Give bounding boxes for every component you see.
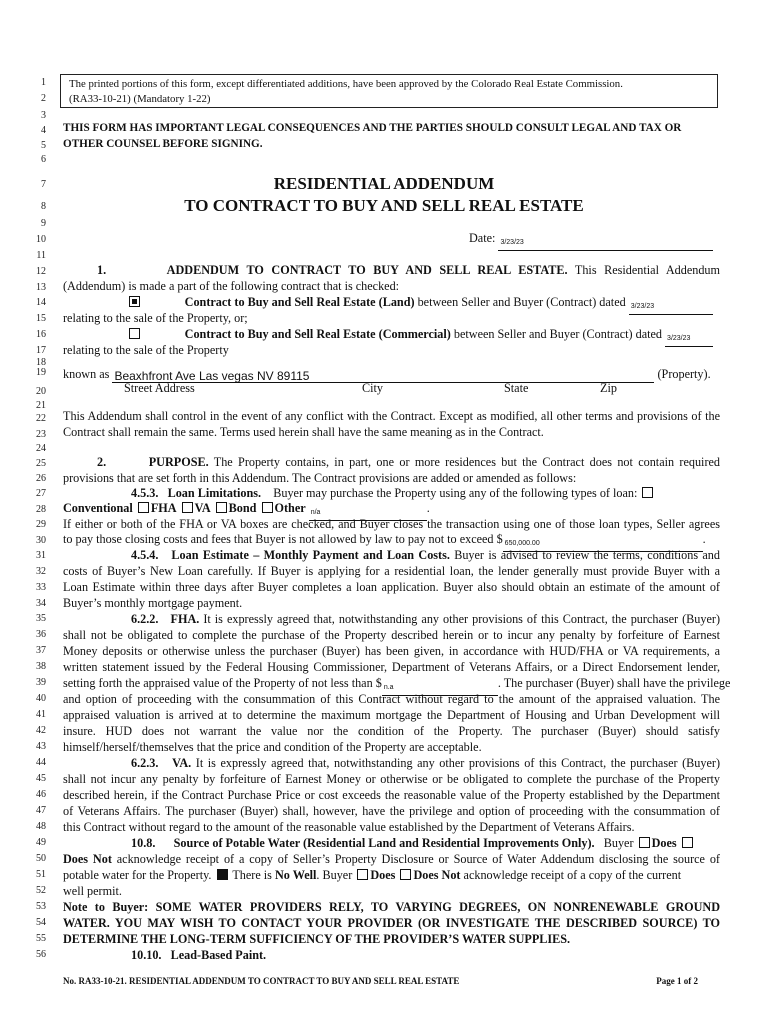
section-1-line17: relating to the sale of the Property (63, 343, 229, 357)
section-1-heading: ADDENDUM TO CONTRACT TO BUY AND SELL REAL ESTATE. (166, 263, 568, 277)
s623-line47: of Veterans Affairs. The purchaser (Buyer) shall, however, have the privilege and option of proceeding with the consummation of (63, 804, 720, 818)
s454-number: 4.5.4. (131, 548, 159, 562)
document-subtitle: TO CONTRACT TO BUY AND SELL REAL ESTATE (184, 196, 584, 215)
s108-number: 10.8. (131, 836, 156, 850)
line-number: 28 (36, 504, 46, 515)
s108-line50-text: acknowledge receipt of a copy of Seller’s Property Disclosure or Source of Water Addendum disclosing the source of (116, 852, 720, 866)
va-clause-row (63, 755, 720, 771)
s623-line45: shall not incur any penalty by forfeiture of Earnest Money or otherwise or be obligated to complete the purchase of the Property (63, 772, 720, 786)
s454-line33: Loan Estimate within three days after Buyer completes a loan application. Buyer also should obtain an estimate of the amount of (63, 580, 720, 594)
commercial-contract-date-field[interactable]: 3/23/23 (665, 334, 713, 347)
line-number: 41 (36, 709, 46, 720)
property-label: (Property). (657, 367, 711, 381)
line-number: 8 (41, 201, 46, 212)
land-contract-date-field[interactable]: 3/23/23 (629, 302, 713, 315)
note-line55: DETERMINE THE LONG-TERM SUFFICIENCY OF THE PROVIDER’S WATER SUPPLIES. (63, 932, 571, 946)
va-checkbox[interactable] (182, 502, 193, 513)
line-number: 3 (41, 110, 46, 121)
s623-number: 6.2.3. (131, 756, 159, 770)
city-label: City (362, 381, 383, 395)
line-number: 45 (36, 773, 46, 784)
line-number: 23 (36, 429, 46, 440)
s622-line39b: . The purchaser (Buyer) shall have the privilege (497, 676, 731, 690)
s623-line48: this Contract without regard to the amount of the reasonable value established by the Department of Veterans Affairs. (63, 820, 635, 834)
s108-line51c: acknowledge receipt of a copy of the current (463, 868, 682, 882)
legal-warning-line1: THIS FORM HAS IMPORTANT LEGAL CONSEQUENCES AND THE PARTIES SHOULD CONSULT LEGAL AND TAX OR (63, 122, 682, 134)
line-number: 26 (36, 473, 46, 484)
street-address-label: Street Address (124, 381, 195, 395)
line-number: 34 (36, 598, 46, 609)
line-number: 49 (36, 837, 46, 848)
line-number: 47 (36, 805, 46, 816)
control-line23: Contract shall remain the same. Terms used herein shall have the same meaning as in the Contract. (63, 425, 544, 439)
commercial-contract-label: Contract to Buy and Sell Real Estate (Commercial) (184, 327, 451, 341)
s623-line46: described herein, if the Contract Purchase Price or cost exceeds the reasonable value of the Property established by the Department (63, 788, 720, 802)
water-does-label: Does (651, 836, 677, 850)
date-field[interactable]: 3/23/23 (498, 238, 713, 251)
line-number: 25 (36, 458, 46, 469)
conventional-checkbox[interactable] (642, 487, 653, 498)
approval-notice-box (60, 74, 718, 108)
s108-heading: Source of Potable Water (Residential Land and Residential Improvements Only). (173, 836, 595, 850)
closing-cost-cap-field[interactable]: 650,000.00 (503, 539, 703, 552)
section-2-number: 2. (97, 455, 107, 469)
land-contract-text: between Seller and Buyer (Contract) dated (417, 295, 626, 309)
section-1-text: This Residential Addendum (574, 263, 721, 277)
there-is-label: There is (232, 868, 272, 882)
line-number: 24 (36, 443, 46, 454)
s108-line52: well permit. (63, 884, 122, 898)
line-number: 10 (36, 234, 46, 245)
s108-line50 (63, 851, 720, 867)
approval-notice-line1: The printed portions of this form, except differentiated additions, have been approved by the Colorado Real Estate Commission. (69, 78, 623, 90)
loan-types-row: Conventional FHA VA Bond Other n/a . (63, 500, 720, 521)
line-number: 53 (36, 901, 46, 912)
footer-page-number: Page 1 of 2 (656, 976, 698, 986)
permit-does-label: Does (370, 868, 396, 882)
s622-line42: insure. HUD does not warrant the value nor the condition of the Property. The purchaser (Buyer) should satisfy (63, 724, 720, 738)
s453-number: 4.5.3. (131, 486, 159, 500)
approval-notice-line2: (RA33-10-21) (Mandatory 1-22) (69, 93, 211, 105)
line-number: 37 (36, 645, 46, 656)
s623-line44: It is expressly agreed that, notwithstanding any other provisions of this Contract, the purchaser (Buyer) (195, 756, 721, 770)
s622-line37: Money deposits or otherwise unless the purchaser (Buyer) has been given, in accordance with HUD/FHA or VA requirements, a (63, 644, 720, 658)
other-label: Other (274, 501, 306, 515)
s622-line43: himself/herself/themselves that the price and condition of the Property are acceptable. (63, 740, 482, 754)
section-1-intro (63, 262, 720, 278)
line-number: 12 (36, 266, 46, 277)
line-number: 19 (36, 367, 46, 378)
zip-label: Zip (600, 381, 617, 395)
date-row (469, 230, 713, 251)
lead-paint-row (63, 947, 720, 963)
section-2-line26: provisions that are set forth in this Addendum. The Contract provisions are added or amended as follows: (63, 471, 577, 485)
line-number: 46 (36, 789, 46, 800)
footer-form-id: No. RA33-10-21. RESIDENTIAL ADDENDUM TO CONTRACT TO BUY AND SELL REAL ESTATE (63, 976, 460, 986)
other-checkbox[interactable] (262, 502, 273, 513)
water-does-checkbox[interactable] (639, 837, 650, 848)
line-number: 27 (36, 488, 46, 499)
line-number: 2 (41, 93, 46, 104)
line-number: 20 (36, 386, 46, 397)
line-number: 54 (36, 917, 46, 928)
s622-line36: shall not be obligated to complete the purchase of the Property described herein or to incur any penalty by forfeiture of Earnest (63, 628, 720, 642)
known-as-label: known as (63, 367, 110, 381)
s453-line30: to pay those closing costs and fees that Buyer is not allowed by law to pay not to exceed $ 650,000.00 . (63, 531, 720, 552)
fha-checkbox[interactable] (138, 502, 149, 513)
permit-does-checkbox[interactable] (357, 869, 368, 880)
permit-does-not-checkbox[interactable] (400, 869, 411, 880)
line-number: 44 (36, 757, 46, 768)
s622-line35: It is expressly agreed that, notwithstanding any other provisions of this Contract, the purchaser (Buyer) (203, 612, 721, 626)
line-number: 35 (36, 613, 46, 624)
s1010-heading: Lead-Based Paint. (170, 948, 267, 962)
land-contract-checkbox[interactable] (129, 296, 140, 307)
document-title: RESIDENTIAL ADDENDUM (273, 174, 495, 193)
line-number: 50 (36, 853, 46, 864)
va-label: VA (194, 501, 211, 515)
line-number: 16 (36, 329, 46, 340)
line-number: 32 (36, 566, 46, 577)
section-1-number: 1. (97, 263, 107, 277)
s622-line40: and option of proceeding with the consummation of this Contract without regard to the amount of the appraised valuation. The (63, 692, 720, 706)
note-line53: SOME WATER PROVIDERS RELY, TO VARYING DEGREES, ON NONRENEWABLE GROUND (155, 900, 720, 914)
legal-warning-line2: OTHER COUNSEL BEFORE SIGNING. (63, 138, 263, 150)
line-number: 40 (36, 693, 46, 704)
water-does-not-checkbox[interactable] (682, 837, 693, 848)
s454-line32: costs of Buyer’s New Loan carefully. If Buyer is applying for a residential loan, the lender generally must provide Buyer with a (63, 564, 720, 578)
s622-line38: written statement issued by the Federal Housing Commissioner, Department of Veterans Affairs, or a Direct Endorsement lender, (63, 660, 720, 674)
note-to-buyer-label: Note to Buyer: (63, 900, 149, 914)
line-number: 29 (36, 519, 46, 530)
line-number: 38 (36, 661, 46, 672)
note-to-buyer-line53 (63, 899, 720, 915)
line-number: 4 (41, 125, 46, 136)
section-2-intro (63, 454, 720, 470)
note-line54: WATER. YOU MAY WISH TO CONTACT YOUR PROVIDER (OR INVESTIGATE THE DESCRIBED SOURCE) TO (63, 916, 720, 930)
s453-text: Buyer may purchase the Property using any of the following types of loan: (273, 486, 638, 500)
loan-estimate-row (63, 547, 720, 563)
commercial-contract-text: between Seller and Buyer (Contract) dated (453, 327, 662, 341)
state-label: State (504, 381, 529, 395)
s454-line34: Buyer’s monthly mortgage payment. (63, 596, 243, 610)
s454-heading: Loan Estimate – Monthly Payment and Loan Costs. (171, 548, 450, 562)
section-2-text: The Property contains, in part, one or more residences but the Contract does not contain required (213, 455, 721, 469)
line-number: 17 (36, 345, 46, 356)
s622-heading: FHA. (170, 612, 200, 626)
s622-number: 6.2.2. (131, 612, 159, 626)
date-label: Date: (469, 231, 496, 245)
s108-line51a: potable water for the Property. (63, 868, 212, 882)
appraised-value-field[interactable]: n.a (382, 683, 498, 696)
water-does-not-label: Does Not (63, 852, 112, 866)
conventional-label: Conventional (63, 501, 133, 515)
potable-water-row (63, 835, 720, 851)
commercial-contract-checkbox[interactable] (129, 328, 140, 339)
section-2-heading: PURPOSE. (148, 455, 209, 469)
line-number: 14 (36, 297, 46, 308)
land-contract-label: Contract to Buy and Sell Real Estate (Land) (184, 295, 415, 309)
page-footer (63, 976, 698, 986)
line-number: 51 (36, 869, 46, 880)
line-number: 18 (36, 357, 46, 368)
s623-heading: VA. (172, 756, 192, 770)
loan-limitations-row (63, 485, 720, 501)
line-number: 1 (41, 77, 46, 88)
no-well-checkbox[interactable] (217, 869, 228, 880)
s108-buyer-label: Buyer (603, 836, 634, 850)
line-number: 11 (36, 250, 46, 261)
s453-line29: If either or both of the FHA or VA boxes are checked, and Buyer closes the transaction using one of those loan types, Seller agrees (63, 517, 720, 531)
line-number: 15 (36, 313, 46, 324)
property-address-field[interactable]: Beaxhfront Ave Las vegas NV 89115 (112, 370, 654, 383)
line-number: 36 (36, 629, 46, 640)
line-number: 48 (36, 821, 46, 832)
section-1-line13: (Addendum) is made a part of the following contract that is checked: (63, 279, 400, 293)
permit-does-not-label: Does Not (413, 868, 461, 882)
line-number: 5 (41, 140, 46, 151)
bond-checkbox[interactable] (216, 502, 227, 513)
s108-line51 (63, 867, 720, 883)
line-number: 42 (36, 725, 46, 736)
line-number: 30 (36, 535, 46, 546)
control-line22: This Addendum shall control in the event of any conflict with the Contract. Except as modified, all other terms and provisions of the (63, 409, 720, 423)
line-number: 55 (36, 933, 46, 944)
s108-line51b: . Buyer (316, 868, 353, 882)
bond-label: Bond (228, 501, 257, 515)
other-loan-field[interactable]: n/a (309, 508, 427, 521)
line-number: 7 (41, 179, 46, 190)
s453-heading: Loan Limitations. (167, 486, 262, 500)
line-number: 6 (41, 154, 46, 165)
line-number: 22 (36, 413, 46, 424)
line-number: 52 (36, 885, 46, 896)
line-number: 43 (36, 741, 46, 752)
line-number: 56 (36, 949, 46, 960)
fha-label: FHA (150, 501, 177, 515)
s622-line41: appraised valuation is arrived at to determine the maximum mortgage the Department of Housing and Urban Development will (63, 708, 720, 722)
line-number: 13 (36, 282, 46, 293)
line-number: 33 (36, 582, 46, 593)
no-well-label: No Well (274, 868, 317, 882)
s453-line30-text: to pay those closing costs and fees that Buyer is not allowed by law to pay not to exceed $ (63, 532, 503, 546)
s454-line31: Buyer is advised to review the terms, conditions and (454, 548, 720, 562)
s622-line39a: setting forth the appraised value of the Property of not less than $ (63, 676, 382, 690)
fha-clause-row (63, 611, 720, 627)
line-number: 21 (36, 400, 46, 411)
section-1-line15: relating to the sale of the Property, or; (63, 311, 248, 325)
line-number: 39 (36, 677, 46, 688)
line-number: 31 (36, 550, 46, 561)
line-number: 9 (41, 218, 46, 229)
s1010-number: 10.10. (131, 948, 162, 962)
